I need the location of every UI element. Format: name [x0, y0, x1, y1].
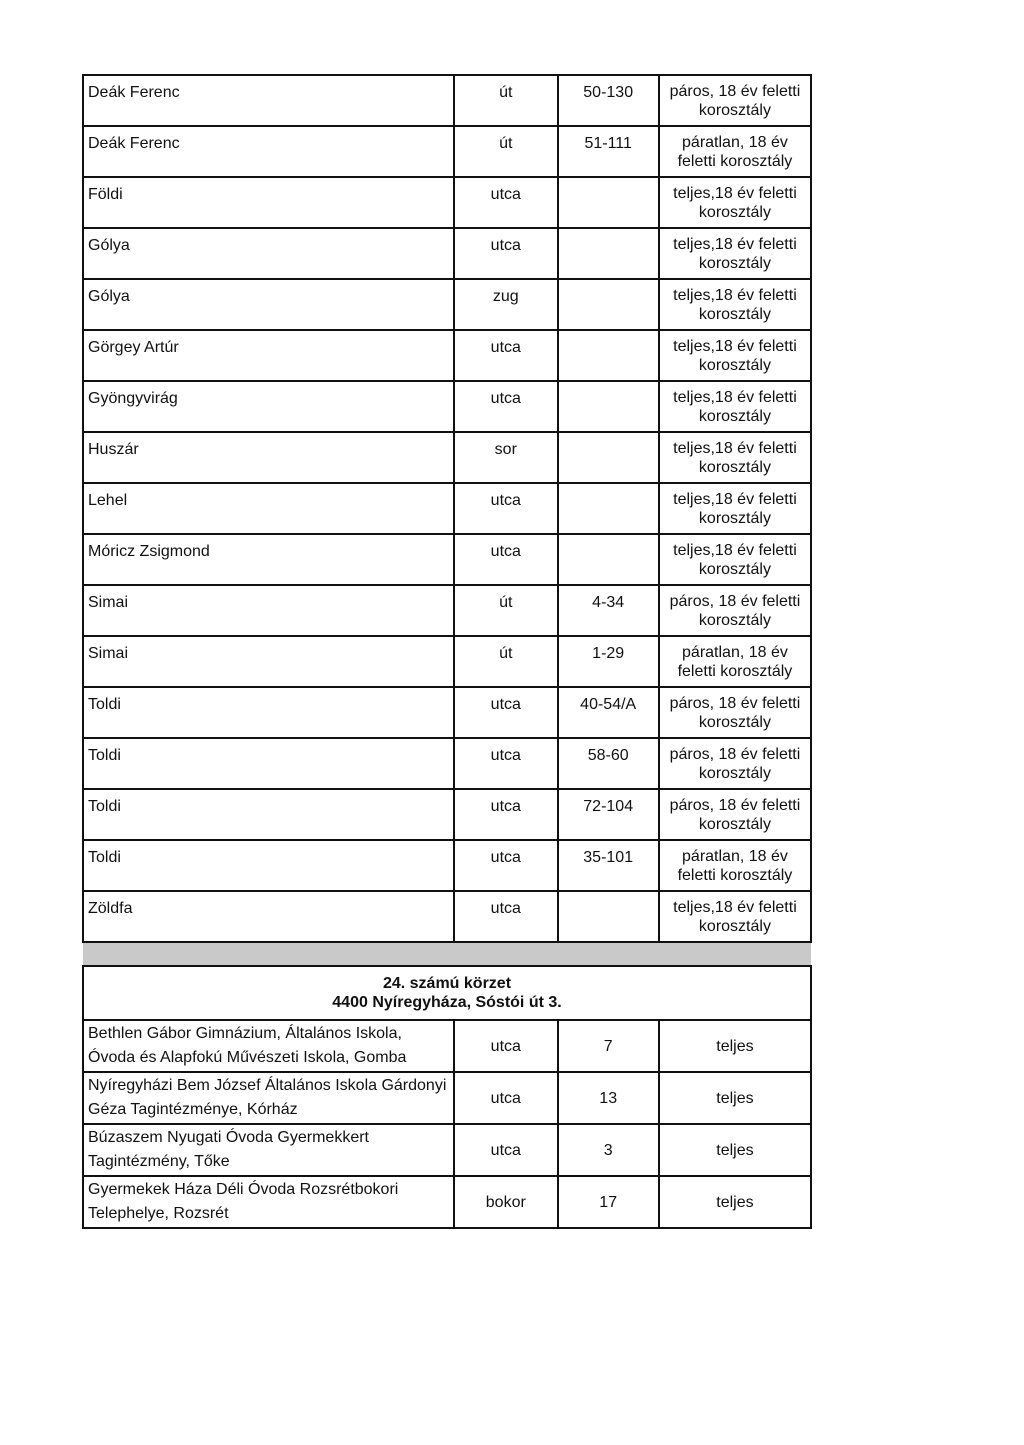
table-row	[83, 1020, 811, 1072]
table-row	[83, 126, 811, 177]
scope-cell: teljes,18 év feletti korosztály	[659, 228, 811, 279]
table-row	[83, 738, 811, 789]
house-number-cell: 4-34	[558, 585, 659, 636]
street-type-cell: út	[454, 126, 557, 177]
house-number-cell	[558, 534, 659, 585]
table-row	[83, 840, 811, 891]
table-row	[83, 177, 811, 228]
street-name-cell: Görgey Artúr	[83, 330, 454, 381]
street-name-cell: Deák Ferenc	[83, 75, 454, 126]
house-number-cell: 40-54/A	[558, 687, 659, 738]
institution-name-cell: Nyíregyházi Bem József Általános Iskola Gárdonyi Géza Tagintézménye, Kórház	[83, 1072, 454, 1124]
table-row	[83, 534, 811, 585]
scope-cell: páratlan, 18 év feletti korosztály	[659, 840, 811, 891]
house-number-cell: 7	[558, 1020, 659, 1072]
table-row	[83, 636, 811, 687]
house-number-cell	[558, 330, 659, 381]
street-name-cell: Zöldfa	[83, 891, 454, 942]
scope-cell: páros, 18 év feletti korosztály	[659, 738, 811, 789]
street-type-cell: út	[454, 585, 557, 636]
scope-cell: teljes	[659, 1020, 811, 1072]
street-type-cell: utca	[454, 789, 557, 840]
house-number-cell	[558, 432, 659, 483]
house-number-cell: 3	[558, 1124, 659, 1176]
street-name-cell: Huszár	[83, 432, 454, 483]
scope-cell: páros, 18 év feletti korosztály	[659, 75, 811, 126]
scope-cell: teljes,18 év feletti korosztály	[659, 381, 811, 432]
district-address: 4400 Nyíregyháza, Sóstói út 3.	[332, 994, 562, 1011]
street-name-cell: Toldi	[83, 840, 454, 891]
house-number-cell	[558, 891, 659, 942]
table-row	[83, 1176, 811, 1228]
table-row	[83, 330, 811, 381]
table-row	[83, 483, 811, 534]
street-name-cell: Simai	[83, 585, 454, 636]
street-type-cell: bokor	[454, 1176, 557, 1228]
street-name-cell: Deák Ferenc	[83, 126, 454, 177]
house-number-cell: 72-104	[558, 789, 659, 840]
table-row	[83, 687, 811, 738]
scope-cell: teljes,18 év feletti korosztály	[659, 891, 811, 942]
house-number-cell: 51-111	[558, 126, 659, 177]
street-type-cell: utca	[454, 1124, 557, 1176]
street-rows	[83, 75, 811, 942]
district-section	[83, 942, 811, 1228]
street-name-cell: Gyöngyvirág	[83, 381, 454, 432]
scope-cell: teljes	[659, 1072, 811, 1124]
table-row	[83, 585, 811, 636]
street-type-cell: út	[454, 636, 557, 687]
table-row	[83, 381, 811, 432]
house-number-cell	[558, 483, 659, 534]
scope-cell: teljes,18 év feletti korosztály	[659, 534, 811, 585]
institution-name-cell: Gyermekek Háza Déli Óvoda Rozsrétbokori Telephelye, Rozsrét	[83, 1176, 454, 1228]
street-name-cell: Móricz Zsigmond	[83, 534, 454, 585]
house-number-cell	[558, 279, 659, 330]
scope-cell: teljes	[659, 1124, 811, 1176]
street-type-cell: utca	[454, 687, 557, 738]
house-number-cell: 17	[558, 1176, 659, 1228]
document-page	[82, 74, 812, 1229]
table-row	[83, 432, 811, 483]
street-name-cell: Lehel	[83, 483, 454, 534]
scope-cell: teljes	[659, 1176, 811, 1228]
street-type-cell: utca	[454, 891, 557, 942]
scope-cell: teljes,18 év feletti korosztály	[659, 483, 811, 534]
gray-separator-row	[83, 942, 811, 966]
district-title: 24. számú körzet	[382, 975, 512, 992]
street-type-cell: utca	[454, 228, 557, 279]
table-row	[83, 1072, 811, 1124]
table-row	[83, 789, 811, 840]
street-type-cell: utca	[454, 1072, 557, 1124]
table-row	[83, 228, 811, 279]
street-type-cell: utca	[454, 177, 557, 228]
house-number-cell	[558, 381, 659, 432]
street-name-cell: Gólya	[83, 228, 454, 279]
table-row	[83, 279, 811, 330]
street-type-cell: út	[454, 75, 557, 126]
district-header-row	[83, 966, 811, 1020]
street-name-cell: Gólya	[83, 279, 454, 330]
scope-cell: teljes,18 év feletti korosztály	[659, 330, 811, 381]
house-number-cell: 50-130	[558, 75, 659, 126]
street-name-cell: Simai	[83, 636, 454, 687]
scope-cell: páros, 18 év feletti korosztály	[659, 789, 811, 840]
scope-cell: páros, 18 év feletti korosztály	[659, 687, 811, 738]
scope-cell: páratlan, 18 év feletti korosztály	[659, 126, 811, 177]
street-type-cell: utca	[454, 330, 557, 381]
street-type-cell: zug	[454, 279, 557, 330]
house-number-cell	[558, 228, 659, 279]
house-number-cell: 58-60	[558, 738, 659, 789]
table-row	[83, 891, 811, 942]
scope-cell: teljes,18 év feletti korosztály	[659, 279, 811, 330]
house-number-cell: 35-101	[558, 840, 659, 891]
scope-cell: páros, 18 év feletti korosztály	[659, 585, 811, 636]
street-type-cell: utca	[454, 534, 557, 585]
street-type-cell: utca	[454, 840, 557, 891]
table-row	[83, 75, 811, 126]
district-header	[83, 966, 811, 1020]
street-type-cell: sor	[454, 432, 557, 483]
house-number-cell	[558, 177, 659, 228]
street-type-cell: utca	[454, 483, 557, 534]
street-name-cell: Toldi	[83, 687, 454, 738]
institution-name-cell: Búzaszem Nyugati Óvoda Gyermekkert Tagintézmény, Tőke	[83, 1124, 454, 1176]
street-type-cell: utca	[454, 738, 557, 789]
street-name-cell: Toldi	[83, 789, 454, 840]
scope-cell: teljes,18 év feletti korosztály	[659, 177, 811, 228]
gray-separator	[83, 942, 811, 966]
table-row	[83, 1124, 811, 1176]
house-number-cell: 1-29	[558, 636, 659, 687]
institution-name-cell: Bethlen Gábor Gimnázium, Általános Iskola, Óvoda és Alapfokú Művészeti Iskola, Gomba	[83, 1020, 454, 1072]
scope-cell: teljes,18 év feletti korosztály	[659, 432, 811, 483]
street-name-cell: Földi	[83, 177, 454, 228]
address-table	[82, 74, 812, 1229]
street-type-cell: utca	[454, 1020, 557, 1072]
street-name-cell: Toldi	[83, 738, 454, 789]
street-type-cell: utca	[454, 381, 557, 432]
scope-cell: páratlan, 18 év feletti korosztály	[659, 636, 811, 687]
house-number-cell: 13	[558, 1072, 659, 1124]
